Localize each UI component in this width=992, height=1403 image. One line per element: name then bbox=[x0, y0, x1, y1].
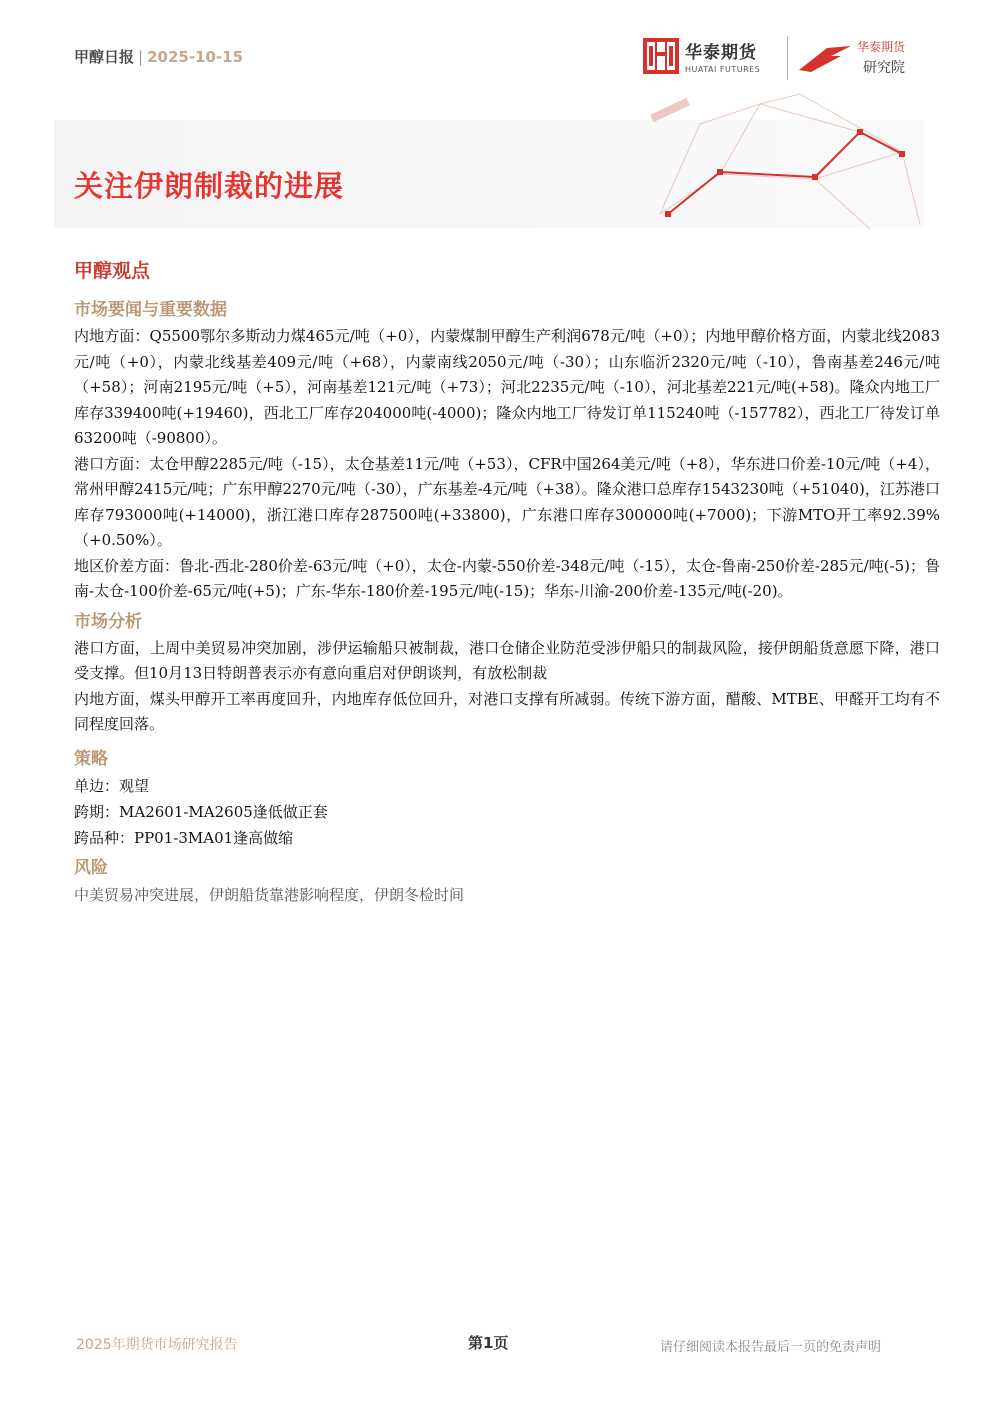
strategy-calendar: 跨期：MA2601-MA2605逢低做正套 bbox=[74, 802, 328, 821]
report-title: 关注伊朗制裁的进展 bbox=[74, 169, 345, 203]
strategy-heading: 策略 bbox=[74, 748, 108, 769]
institute-line2: 研究院 bbox=[863, 60, 906, 76]
brand-cn: 华泰期货 bbox=[685, 43, 757, 63]
institute-line1: 华泰期货 bbox=[857, 40, 906, 54]
strategy-unilateral: 单边：观望 bbox=[74, 776, 150, 795]
footer-report-name: 2025年期货市场研究报告 bbox=[76, 1337, 238, 1353]
analysis-heading: 市场分析 bbox=[74, 611, 142, 632]
report-content bbox=[74, 256, 940, 908]
news-paragraph-spread: 地区价差方面：鲁北-西北-280价差-63元/吨（+0），太仓-内蒙-550价差-348元/吨（-15），太仓-鲁南-250价差-285元/吨(-5)；鲁南-太仓-100价差-65元/吨(+5)；广东-华东-180价差-195元/吨(-15)；华东-川渝-200价差-135元/吨(-20)。 bbox=[74, 556, 940, 600]
institute-wing-icon bbox=[797, 40, 853, 76]
strategy-cross: 跨品种：PP01-3MA01逢高做缩 bbox=[74, 828, 294, 847]
logo-divider bbox=[787, 36, 788, 80]
report-header bbox=[74, 46, 243, 67]
analysis-paragraph-inland: 内地方面，煤头甲醇开工率再度回升，内地库存低位回升，对港口支撑有所减弱。传统下游方面，醋酸、MTBE、甲醛开工均有不同程度回落。 bbox=[74, 689, 940, 733]
news-paragraph-inland: 内地方面：Q5500鄂尔多斯动力煤465元/吨（+0），内蒙煤制甲醇生产利润678元/吨（+0）；内地甲醇价格方面，内蒙北线2083元/吨（+0），内蒙北线基差409元/吨（+68），内蒙南线2050元/吨（-30）；山东临沂2320元/吨（-10），鲁南基差246元/吨（+58）；河南2195元/吨（+5），河南基差121元/吨（+73）；河北2235元/吨（-10），河北基差221元/吨(+58)。隆众内地工厂库存339400吨(+19460)，西北工厂库存204000吨(-4000)；隆众内地工厂待发订单115240吨（-157782），西北工厂待发订单63200吨（-90800）。 bbox=[74, 327, 940, 447]
disclaimer-note: 请仔细阅读本报告最后一页的免责声明 bbox=[660, 1340, 882, 1355]
risk-text: 中美贸易冲突进展，伊朗船货靠港影响程度，伊朗冬检时间 bbox=[74, 885, 465, 904]
viewpoint-heading: 甲醇观点 bbox=[74, 260, 151, 282]
analysis-paragraph-port: 港口方面，上周中美贸易冲突加剧，涉伊运输船只被制裁，港口仓储企业防范受涉伊船只的制裁风险，接伊朗船货意愿下降，港口受支撑。但10月13日特朗普表示亦有意向重启对伊朗谈判，有放松制裁 bbox=[74, 638, 940, 682]
brand-en: HUATAI FUTURES bbox=[685, 65, 761, 74]
page-number: 第1页 bbox=[468, 1334, 509, 1352]
huatai-logo-icon bbox=[643, 38, 679, 74]
huatai-futures-logo bbox=[643, 38, 760, 74]
risk-heading: 风险 bbox=[74, 857, 108, 878]
news-paragraph-port: 港口方面：太仓甲醇2285元/吨（-15），太仓基差11元/吨（+53），CFR中国264美元/吨（+8），华东进口价差-10元/吨（+4），常州甲醇2415元/吨；广东甲醇2270元/吨（-30），广东基差-4元/吨（+38）。隆众港口总库存1543230吨（+51040)，江苏港口库存793000吨(+14000)，浙江港口库存287500吨(+33800)，广东港口库存300000吨(+7000)；下游MTO开工率92.39%（+0.50%）。 bbox=[74, 454, 940, 549]
news-heading: 市场要闻与重要数据 bbox=[74, 300, 227, 320]
research-institute-logo bbox=[797, 38, 905, 77]
page-footer bbox=[0, 1330, 992, 1360]
report-date: 2025-10-15 bbox=[147, 48, 244, 66]
report-type: 甲醇日报 bbox=[74, 48, 135, 66]
network-graphic-icon bbox=[620, 84, 950, 234]
header-separator: | bbox=[138, 48, 144, 66]
